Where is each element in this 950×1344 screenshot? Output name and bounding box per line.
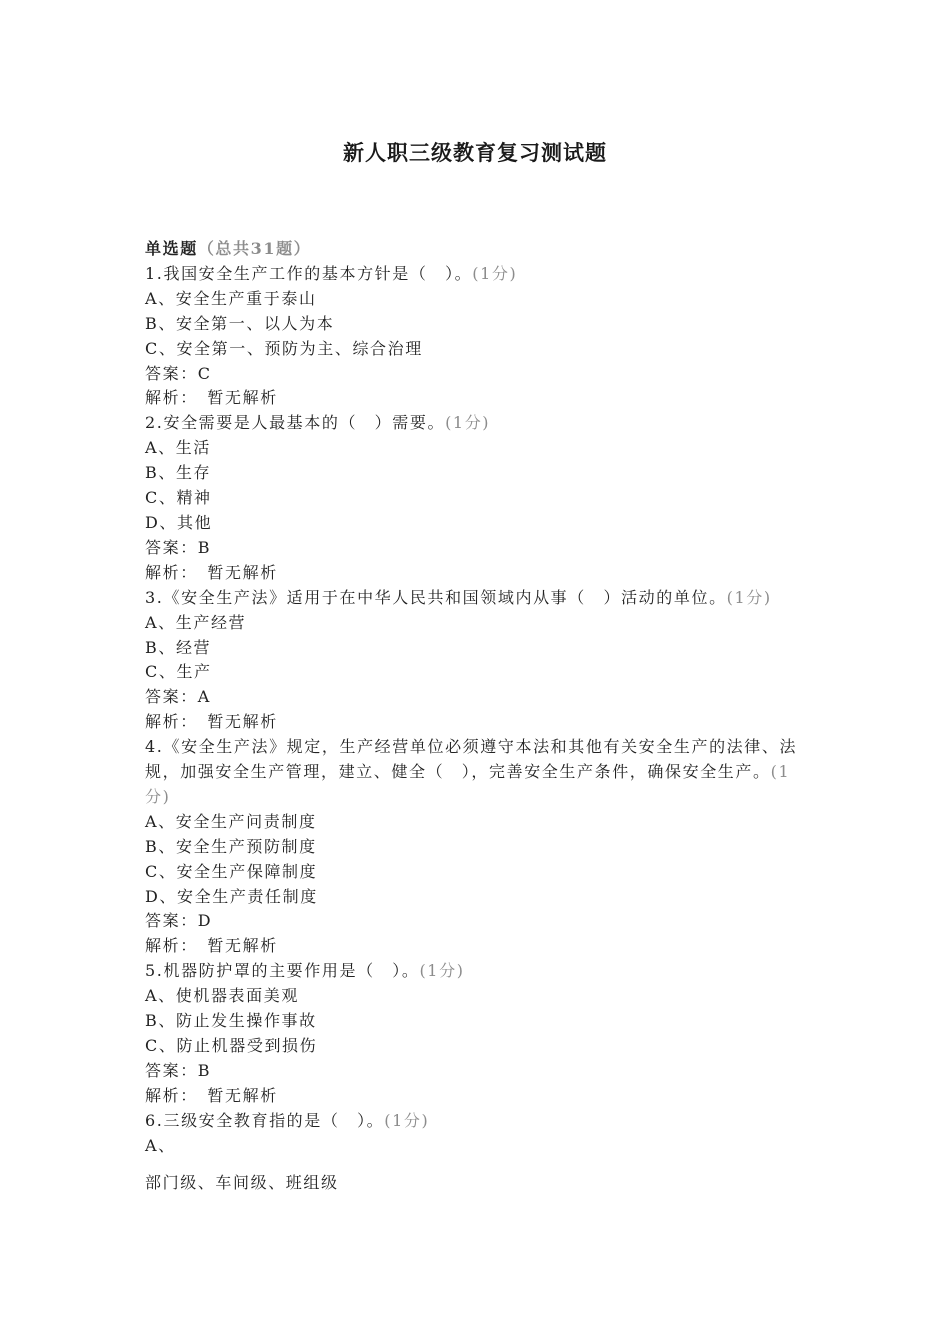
analysis: 解析： 暂无解析 (145, 562, 278, 582)
answer: 答案：D (145, 911, 213, 931)
option: 部门级、车间级、班组级 (145, 1172, 339, 1192)
question-stem: 3.《安全生产法》适用于在中华人民共和国领域内从事（ ）活动的单位。(1分) (145, 587, 772, 607)
option: C、防止机器受到损伤 (145, 1036, 318, 1055)
option: B、生存 (145, 463, 212, 483)
option: C、安全第一、预防为主、综合治理 (145, 338, 423, 358)
section-heading (145, 237, 807, 262)
option: A、生产经营 (145, 612, 247, 632)
option: A、安全生产问责制度 (145, 811, 317, 831)
option: C、安全生产保障制度 (145, 861, 318, 881)
question-stem: 2.安全需要是人最基本的（ ）需要。(1分) (145, 413, 491, 433)
document-title: 新人职三级教育复习测试题 (343, 140, 607, 165)
question-score: (1分) (384, 1110, 430, 1130)
analysis: 解析： 暂无解析 (145, 712, 278, 732)
question-stem: 5.机器防护罩的主要作用是（ ）。(1分) (145, 961, 465, 981)
answer: 答案：A (145, 687, 211, 707)
question-score: (1分) (145, 762, 791, 806)
option-prefix: A、 (145, 1135, 176, 1155)
section-note: （总共31题） (197, 239, 312, 258)
option: A、安全生产重于泰山 (145, 288, 317, 308)
option: C、生产 (145, 662, 212, 682)
option: D、其他 (145, 512, 213, 532)
answer: 答案：B (145, 537, 212, 557)
section-label: 单选题 (145, 239, 198, 258)
question-score: (1分) (472, 263, 518, 283)
answer: 答案：B (145, 1060, 212, 1080)
answer: 答案：C (145, 363, 212, 383)
question-list (145, 237, 807, 1195)
analysis: 解析： 暂无解析 (145, 1085, 278, 1105)
question-score: (1分) (445, 413, 491, 433)
question-score: (1分) (726, 587, 772, 607)
question-stem: 1.我国安全生产工作的基本方针是（ ）。(1分) (145, 263, 518, 283)
question-stem: 6.三级安全教育指的是（ ）。(1分) (145, 1110, 430, 1130)
option: D、安全生产责任制度 (145, 886, 318, 906)
spacer (145, 1159, 807, 1171)
option: C、精神 (145, 488, 212, 508)
option: A、生活 (145, 438, 211, 458)
analysis: 解析： 暂无解析 (145, 388, 278, 408)
option: B、防止发生操作事故 (145, 1011, 317, 1031)
option: B、安全生产预防制度 (145, 836, 317, 856)
option: B、经营 (145, 637, 212, 657)
option: A、使机器表面美观 (145, 986, 299, 1006)
analysis: 解析： 暂无解析 (145, 936, 278, 956)
option: B、安全第一、以人为本 (145, 313, 335, 333)
question-score: (1分) (419, 961, 465, 981)
question-stem: 4.《安全生产法》规定，生产经营单位必须遵守本法和其他有关安全生产的法律、法规，加强安全生产管理，建立、健全（ ），完善安全生产条件，确保安全生产。(1分) (145, 737, 798, 806)
